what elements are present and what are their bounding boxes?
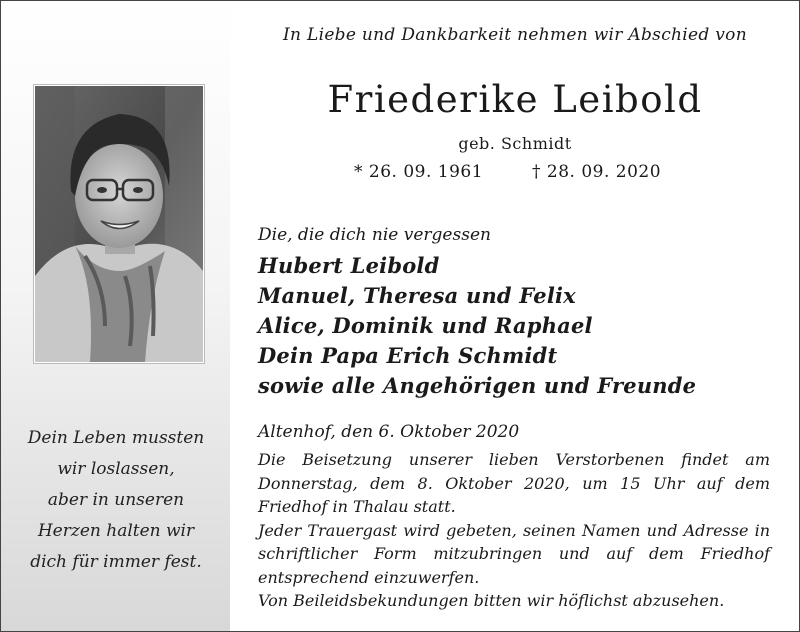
funeral-paragraph: Jeder Trauergast wird gebeten, seinen Namen und Adresse in schriftlicher Form mitzubringen und auf dem Friedhof entsprechend einzuwerfen. <box>258 520 770 587</box>
poem-line: dich für immer fest. <box>30 552 202 572</box>
birth-name: geb. Schmidt <box>458 134 572 153</box>
portrait-photo <box>34 85 204 363</box>
poem-line: Herzen halten wir <box>37 521 195 541</box>
farewell-intro: In Liebe und Dankbarkeit nehmen wir Abschied von <box>283 25 747 45</box>
mourners-intro: Die, die dich nie vergessen <box>258 225 491 245</box>
funeral-paragraph: Von Beileidsbekundungen bitten wir höflichst abzusehen. <box>258 591 725 610</box>
place-date: Altenhof, den 6. Oktober 2020 <box>258 422 520 442</box>
poem <box>1 423 231 578</box>
left-panel <box>1 1 230 631</box>
mourner-name: sowie alle Angehörigen und Freunde <box>258 373 697 398</box>
mourner-name: Dein Papa Erich Schmidt <box>258 343 558 368</box>
poem-line: Dein Leben mussten <box>27 428 205 448</box>
death-date: † 28. 09. 2020 <box>532 162 662 182</box>
portrait-image <box>35 86 203 362</box>
funeral-paragraph: Die Beisetzung unserer lieben Verstorbenen findet am Donnerstag, dem 8. Oktober 2020, um 15 Uhr auf dem Friedhof in Thalau statt. <box>258 450 770 516</box>
birth-date: * 26. 09. 1961 <box>354 162 484 182</box>
mourner-name: Hubert Leibold <box>258 253 440 278</box>
mourners-list <box>258 251 696 401</box>
poem-line: aber in unseren <box>47 490 185 510</box>
poem-line: wir loslassen, <box>57 459 175 479</box>
funeral-details <box>258 448 770 613</box>
mourner-name: Manuel, Theresa und Felix <box>258 283 576 308</box>
mourner-name: Alice, Dominik und Raphael <box>258 313 593 338</box>
deceased-name: Friederike Leibold <box>327 78 703 121</box>
